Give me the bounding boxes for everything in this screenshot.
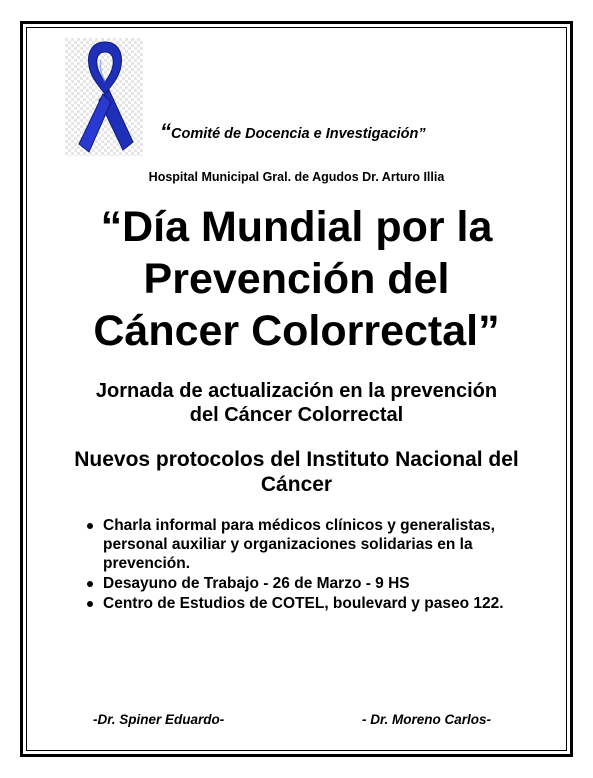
- list-item: [86, 516, 536, 573]
- protocols-heading-line-2: Cáncer: [260, 473, 333, 496]
- title-line-1: “Día Mundial por la: [100, 203, 493, 251]
- signature-right: - Dr. Moreno Carlos-: [362, 712, 492, 727]
- protocols-heading: [0, 447, 593, 497]
- event-subtitle-line-2: del Cáncer Colorrectal: [189, 404, 404, 426]
- list-item: [86, 594, 536, 613]
- list-item-text: Charla informal para médicos clínicos y generalistas, personal auxiliar y organizaciones solidarias en la prevención.: [103, 517, 495, 572]
- list-item-text: Desayuno de Trabajo - 26 de Marzo - 9 HS: [103, 575, 410, 592]
- awareness-ribbon-icon: [65, 38, 143, 156]
- event-subtitle-line-1: Jornada de actualización en la prevención: [95, 380, 498, 402]
- main-title: [0, 201, 593, 357]
- list-item: [86, 574, 536, 593]
- bullet-icon: [87, 581, 93, 587]
- event-subtitle: [0, 379, 593, 427]
- signature-left: -Dr. Spiner Eduardo-: [93, 712, 225, 727]
- title-line-3: Cáncer Colorrectal”: [93, 307, 500, 355]
- bullet-icon: [87, 523, 93, 529]
- details-list: [86, 516, 536, 614]
- list-item-text: Centro de Estudios de COTEL, boulevard y paseo 122.: [103, 595, 504, 612]
- title-line-2: Prevención del: [143, 255, 450, 303]
- bullet-icon: [87, 601, 93, 607]
- committee-text: Comité de Docencia e Investigación”: [171, 126, 426, 142]
- committee-open-quote: “: [160, 119, 171, 144]
- protocols-heading-line-1: Nuevos protocolos del Instituto Nacional del: [74, 448, 519, 471]
- hospital-name: Hospital Municipal Gral. de Agudos Dr. Arturo Illia: [148, 170, 445, 184]
- committee-name: [160, 119, 426, 144]
